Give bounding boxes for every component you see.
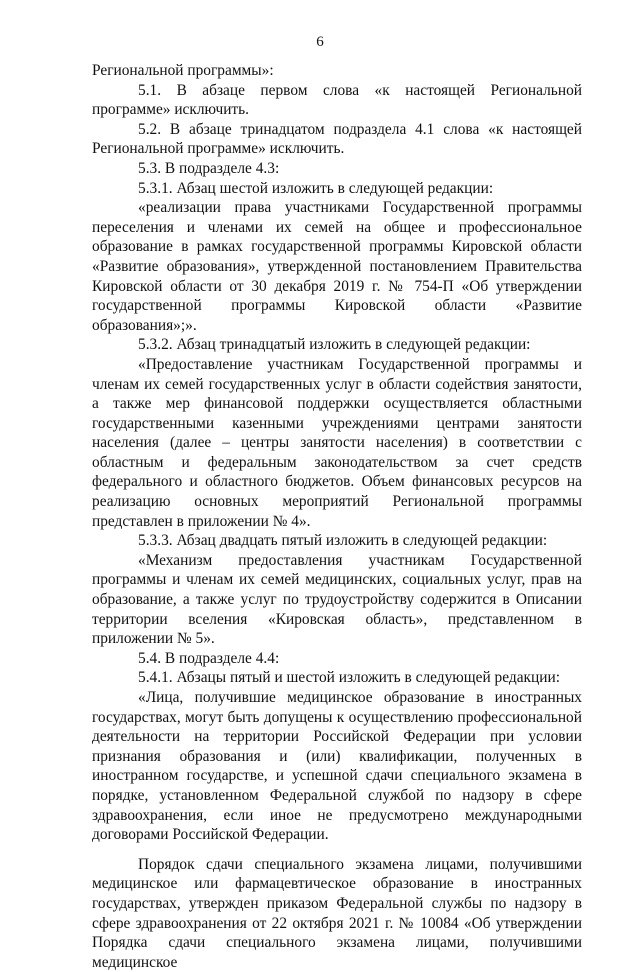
paragraph-continuation: Региональной программы»: <box>92 62 274 79</box>
paragraph-quote-mechanism: «Механизм предоставления участникам Государственной программы и членам их семей медицинских, социальных услуг, прав на образование, а также услуг по трудоустройству содержится в Описании территории вселения «Кировская область», представленном в приложении № 5». <box>92 551 582 648</box>
paragraph-5-3-2: 5.3.2. Абзац тринадцатый изложить в следующей редакции: <box>138 336 531 354</box>
paragraph-quote-medical: «Лица, получившие медицинское образование в иностранных государствах, могут быть допущены к осуществлению профессиональной деятельности на территории Российской Федерации при условии признания образования и (или) квалификации, полученных в иностранном государстве, и успешной сдачи специального экзамена в порядке, установленном Федеральной службой по надзору в сфере здравоохранения, если иное не предусмотрено международными договорами Российской Федерации. <box>92 689 582 844</box>
paragraph-5-3: 5.3. В подразделе 4.3: <box>138 159 280 177</box>
paragraph-5-2: 5.2. В абзаце тринадцатом подраздела 4.1 слова «к настоящей Региональной программе» исключить. <box>92 120 582 158</box>
paragraph-quote-employment: «Предоставление участникам Государственной программы и членам их семей государственных услуг в области содействия занятости, а также мер финансовой поддержки осуществляется областными государственными казенными учреждениями центрами занятости населения (далее – центры занятости населения) в соответствии с областным и федеральным законодательством за счет средств федерального и областного бюджетов. Объем финансовых ресурсов на реализацию основных мероприятий Региональной программы представлен в приложении № 4». <box>92 355 582 530</box>
page-number: 6 <box>316 34 324 50</box>
paragraph-5-4: 5.4. В подразделе 4.4: <box>138 649 280 667</box>
paragraph-exam-procedure: Порядок сдачи специального экзамена лицами, получившими медицинское или фармацевтическое образование в иностранных государствах, утвержден приказом Федеральной службы по надзору в сфере здравоохранения от 22 октября 2021 г. № 10084 «Об утверждении Порядка сдачи специального экзамена лицами, получившими медицинское <box>92 855 582 971</box>
paragraph-quote-education: «реализации права участниками Государственной программы переселения и членами их семей на общее и профессиональное образование в рамках государственной программы Кировской области «Развитие образования», утвержденной постановлением Правительства Кировской области от 30 декабря 2019 г. № 754-П «Об утверждении государственной программы Кировской области «Развитие образования»;». <box>92 199 582 334</box>
paragraph-5-3-3: 5.3.3. Абзац двадцать пятый изложить в следующей редакции: <box>138 532 548 550</box>
paragraph-5-4-1: 5.4.1. Абзацы пятый и шестой изложить в следующей редакции: <box>138 669 560 687</box>
paragraph-5-3-1: 5.3.1. Абзац шестой изложить в следующей редакции: <box>138 179 494 197</box>
document-body <box>92 61 582 972</box>
paragraph-5-1: 5.1. В абзаце первом слова «к настоящей Региональной программе» исключить. <box>92 81 582 119</box>
